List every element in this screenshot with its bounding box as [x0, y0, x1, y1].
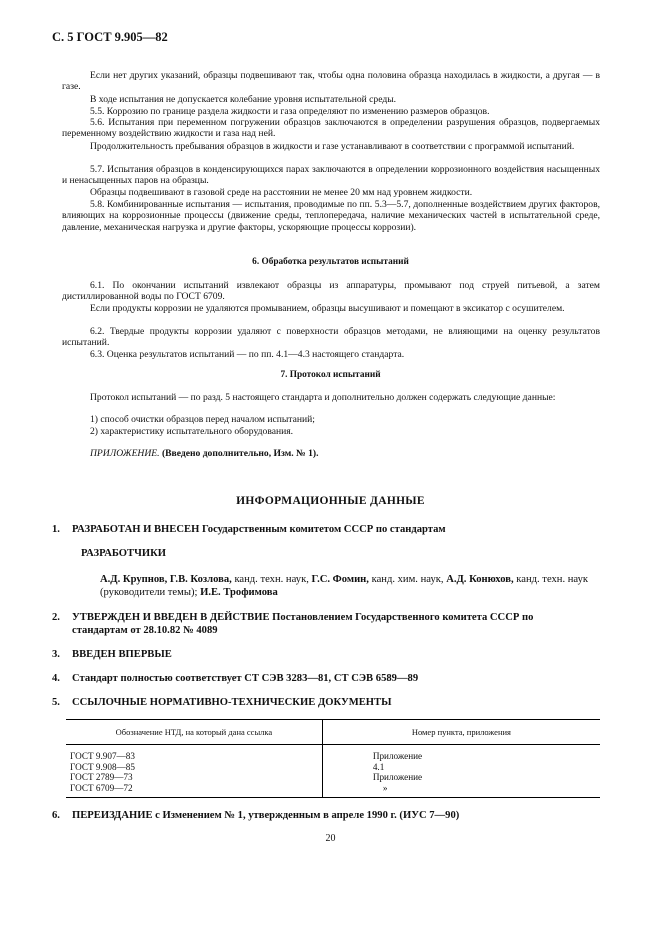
table-header-row	[66, 720, 600, 745]
paragraph: 5.7. Испытания образцов в конденсирующихся парах заключаются в определении коррозионного воздействия насыщенных и ненасыщенных паров на образцы.	[62, 164, 600, 187]
table-cell: ГОСТ 2789—73	[70, 772, 133, 783]
paragraph: Образцы подвешивают в газовой среде на расстоянии не менее 20 мм над уровнем жидкости.	[90, 187, 473, 198]
table-row	[66, 745, 600, 762]
table-cell: ГОСТ 9.908—85	[70, 761, 135, 772]
item-caps: РАЗРАБОТАН И ВНЕСЕН	[72, 524, 200, 535]
item-caps: ССЫЛОЧНЫЕ НОРМАТИВНО-ТЕХНИЧЕСКИЕ ДОКУМЕНТЫ	[72, 697, 392, 708]
info-item-3	[52, 648, 172, 661]
table-cell: Приложение	[322, 772, 600, 783]
paragraph: 6.3. Оценка результатов испытаний — по пп. 4.1—4.3 настоящего стандарта.	[90, 349, 405, 360]
table-cell: ГОСТ 9.907—83	[70, 751, 135, 761]
list-item: 2) характеристику испытательного оборудования.	[90, 426, 294, 437]
section-7-title: 7. Протокол испытаний	[280, 370, 381, 380]
info-item-6	[52, 809, 459, 822]
table-row	[66, 762, 600, 773]
item-number: 6.	[52, 810, 60, 821]
item-text: Государственным комитетом СССР по стандартам	[201, 524, 446, 535]
developers-list	[100, 573, 605, 599]
info-item-2	[52, 611, 602, 637]
page-number: 20	[325, 833, 336, 844]
page-header: С. 5 ГОСТ 9.905—82	[52, 30, 168, 44]
table-row	[66, 783, 600, 798]
item-text: с Изменением № 1, утвержденным в апреле 1990 г. (ИУС 7—90)	[155, 810, 460, 821]
item-number: 5.	[52, 697, 60, 708]
table-header: Обозначение НТД, на который дана ссылка	[66, 720, 322, 745]
item-number: 4.	[52, 673, 60, 684]
developer-title: канд. хим. наук,	[371, 574, 444, 585]
paragraph: 5.6. Испытания при переменном погружении образцов заключаются в определении разрушения образцов, подвергаемых переменному воздействию жидкости и газа над ней.	[62, 117, 600, 140]
paragraph: 6.2. Твердые продукты коррозии удаляют с поверхности образцов методами, не влияющими на оценку результатов испытаний.	[62, 326, 600, 349]
section-6-title: 6. Обработка результатов испытаний	[252, 257, 409, 267]
developer-title: канд. техн. наук (руководители темы);	[100, 574, 589, 598]
info-title: ИНФОРМАЦИОННЫЕ ДАННЫЕ	[236, 495, 425, 507]
item-number: 1.	[52, 524, 60, 535]
item-text: стандартам от 28.10.82 № 4089	[72, 625, 218, 636]
developer-title: канд. техн. наук,	[234, 574, 309, 585]
appendix-note	[62, 448, 600, 459]
list-item: 1) способ очистки образцов перед началом испытаний;	[90, 414, 315, 425]
table-row	[66, 772, 600, 783]
developer-name: А.Д. Крупнов, Г.В. Козлова,	[100, 574, 232, 585]
developers-label: РАЗРАБОТЧИКИ	[81, 548, 167, 559]
info-item-4	[52, 672, 418, 685]
table-cell: ГОСТ 6709—72	[66, 783, 322, 798]
item-number: 3.	[52, 649, 60, 660]
item-caps: ПЕРЕИЗДАНИЕ	[72, 810, 153, 821]
paragraph: Если продукты коррозии не удаляются промыванием, образцы высушивают и помещают в эксикатор с осушителем.	[90, 303, 565, 314]
info-item-1	[52, 523, 446, 536]
appendix-text: (Введено дополнительно, Изм. № 1).	[161, 448, 319, 459]
paragraph: В ходе испытания не допускается колебание уровня испытательной среды.	[90, 94, 397, 105]
item-caps: УТВЕРЖДЕН И ВВЕДЕН В ДЕЙСТВИЕ	[72, 612, 270, 623]
table-header: Номер пункта, приложения	[322, 720, 600, 745]
reference-table	[66, 719, 600, 798]
paragraph: 6.1. По окончании испытаний извлекают образцы из аппаратуры, промывают под струей питьевой, а затем дистиллированной воды по ГОСТ 6709.	[62, 280, 600, 303]
item-caps: ВВЕДЕН ВПЕРВЫЕ	[72, 649, 172, 660]
item-text: Стандарт полностью соответствует СТ СЭВ 3283—81, СТ СЭВ 6589—89	[72, 673, 419, 684]
developer-name: Г.С. Фомин,	[311, 574, 369, 585]
paragraph: Протокол испытаний — по разд. 5 настоящего стандарта и дополнительно должен содержать следующие данные:	[90, 392, 556, 403]
paragraph: Если нет других указаний, образцы подвешивают так, чтобы одна половина образца находилась в жидкости, а другая — в газе.	[62, 70, 600, 93]
table-cell: 4.1	[322, 762, 600, 773]
info-item-5	[52, 696, 392, 709]
table-cell: Приложение	[322, 745, 600, 762]
paragraph: Продолжительность пребывания образцов в жидкости и газе устанавливают в соответствии с программой испытаний.	[90, 141, 575, 152]
table-cell: »	[322, 783, 600, 798]
developer-name: И.Е. Трофимова	[200, 587, 278, 598]
developer-name: А.Д. Конюхов,	[446, 574, 514, 585]
paragraph: 5.5. Коррозию по границе раздела жидкости и газа определяют по изменению размеров образцов.	[90, 106, 490, 117]
item-number: 2.	[52, 612, 60, 623]
item-text: Постановлением Государственного комитета СССР по	[272, 612, 534, 623]
appendix-label: ПРИЛОЖЕНИЕ.	[90, 448, 160, 459]
paragraph: 5.8. Комбинированные испытания — испытания, проводимые по пп. 5.3—5.7, дополненные воздействием других факторов, влияющих на коррозионные процессы (движение среды, теплопередача, наличие механических частей в испытательной среде, давление, механическая нагрузка и другие факторы, ускоряющие процессы коррозии).	[62, 199, 600, 233]
